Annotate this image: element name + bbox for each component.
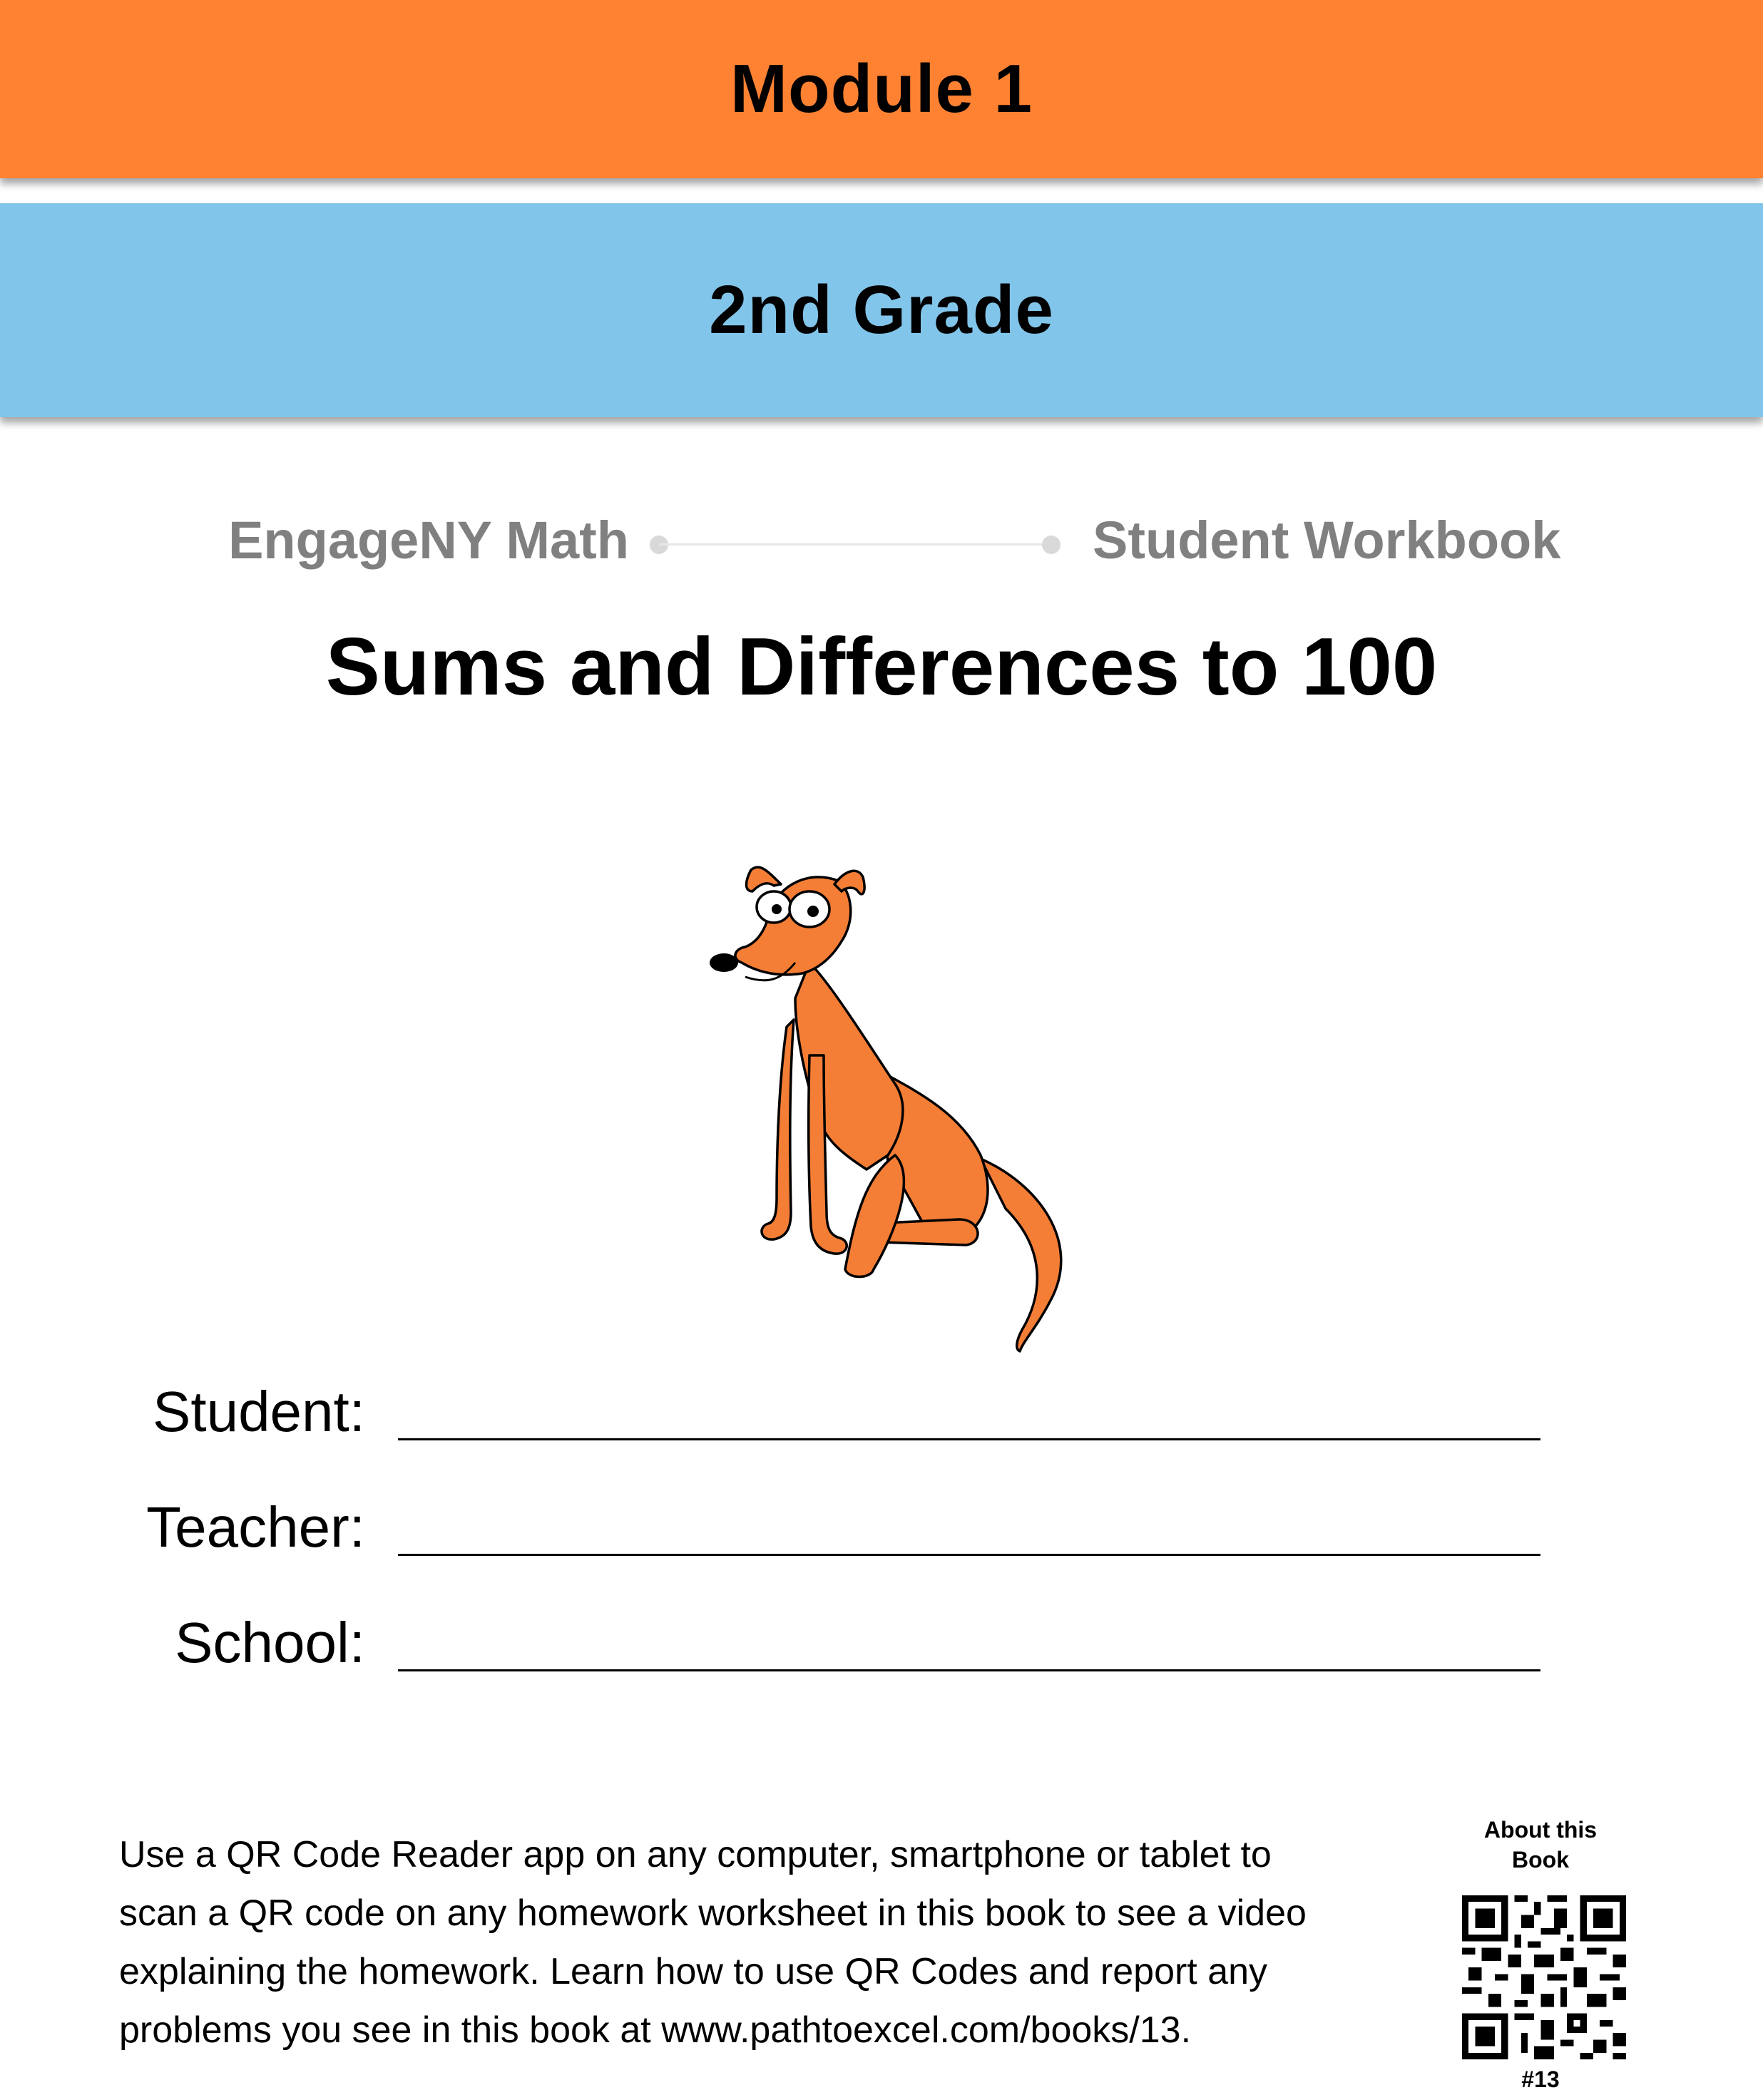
qr-instructions xyxy=(119,1825,1403,2059)
grade-banner xyxy=(0,203,1763,417)
school-line[interactable] xyxy=(398,1669,1540,1671)
teacher-field[interactable] xyxy=(0,1485,1763,1570)
qr-code-icon[interactable] xyxy=(1462,1895,1626,2059)
series-line xyxy=(0,503,1763,581)
series-right-label: Student Workbook xyxy=(1093,511,1561,570)
series-dot-right xyxy=(1042,536,1061,554)
module-banner xyxy=(0,0,1763,178)
student-label: Student: xyxy=(152,1380,365,1443)
student-line[interactable] xyxy=(398,1438,1540,1440)
note-line: scan a QR code on any homework worksheet in this book to see a video xyxy=(119,1892,1307,1934)
note-line: Use a QR Code Reader app on any computer, smartphone or tablet to xyxy=(119,1834,1272,1875)
book-title: Sums and Differences to 100 xyxy=(325,622,1438,712)
student-field[interactable] xyxy=(0,1369,1763,1455)
series-divider xyxy=(659,543,1051,546)
qr-caption: About this Book xyxy=(1483,1817,1598,1873)
note-line: problems you see in this book at www.pathtoexcel.com/books/13. xyxy=(119,2009,1192,2051)
school-label: School: xyxy=(175,1611,365,1674)
qr-book-number: #13 xyxy=(1521,2066,1560,2092)
grade-title: 2nd Grade xyxy=(709,272,1054,348)
teacher-label: Teacher: xyxy=(146,1495,365,1559)
note-line: explaining the homework. Learn how to use QR Codes and report any xyxy=(119,1951,1268,1992)
school-field[interactable] xyxy=(0,1600,1763,1686)
teacher-line[interactable] xyxy=(398,1554,1540,1556)
dog-illustration xyxy=(702,841,1073,1355)
series-left-label: EngageNY Math xyxy=(228,511,629,570)
module-title: Module 1 xyxy=(730,51,1033,127)
